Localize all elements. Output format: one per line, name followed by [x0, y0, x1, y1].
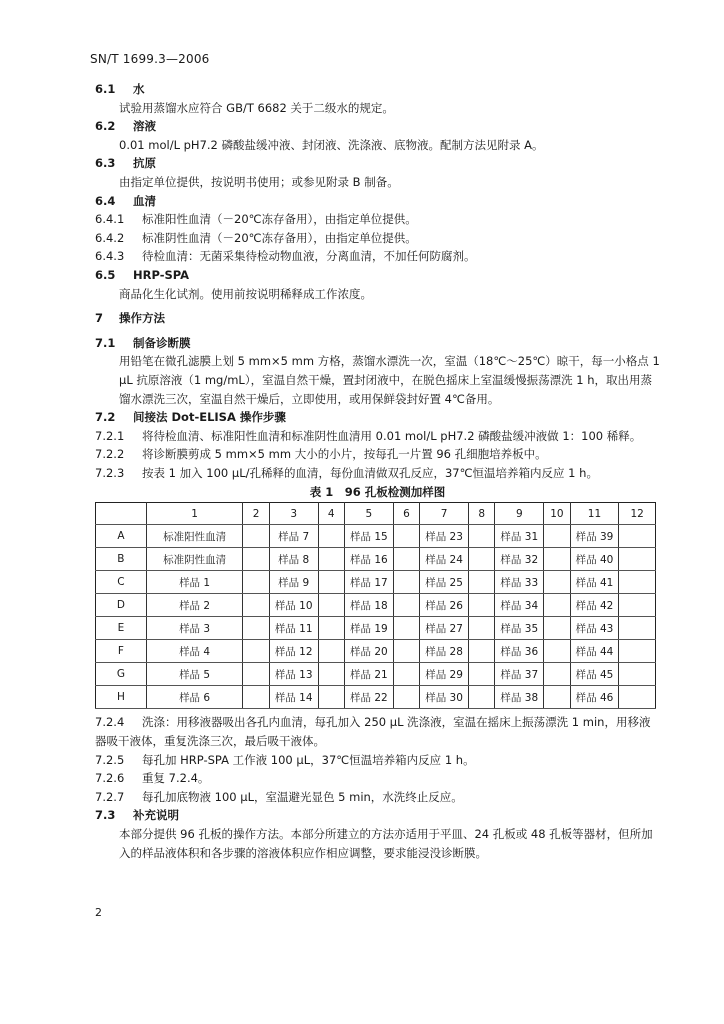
table-cell: 样品 3 [146, 617, 243, 640]
table-cell [468, 663, 494, 686]
table-row [96, 686, 656, 709]
table-cell: 样品 22 [344, 686, 393, 709]
table-cell [393, 548, 419, 571]
table-cell [619, 686, 656, 709]
table-cell: 样品 29 [420, 663, 469, 686]
table-cell [393, 571, 419, 594]
subsection-text: 将待检血清、标准阳性血清和标准阴性血清用 0.01 mol/L pH7.2 磷酸盐缓冲液做 1：100 稀释。 [142, 428, 642, 443]
table-cell: 样品 41 [570, 571, 619, 594]
table-cell: 样品 23 [420, 525, 469, 548]
table-cell: 标准阳性血清 [146, 525, 243, 548]
table-cell: 样品 7 [269, 525, 318, 548]
table-cell: 样品 6 [146, 686, 243, 709]
subsection-text: 待检血清：无菌采集待检动物血液，分离血清，不加任何防腐剂。 [142, 249, 476, 264]
section-number: 6.4 [95, 193, 116, 208]
table-cell: 样品 28 [420, 640, 469, 663]
subsection-text: 按表 1 加入 100 μL/孔稀释的血清，每份血清做双孔反应，37℃恒温培养箱内反应 1 h。 [142, 465, 598, 480]
table-cell [393, 663, 419, 686]
table-cell: 样品 46 [570, 686, 619, 709]
subsection-item [95, 751, 660, 770]
table-cell: 样品 19 [344, 617, 393, 640]
subsection-text: 洗涤：用移液器吸出各孔内血清，每孔加入 250 μL 洗涤液，室温在摇床上振荡漂洗 1 min，用移液器吸干液体，重复洗涤三次，最后吸干液体。 [95, 715, 651, 749]
section-number: 7.2.5 [95, 752, 125, 767]
table-cell: 样品 18 [344, 594, 393, 617]
table-cell [468, 548, 494, 571]
table-cell [619, 617, 656, 640]
table-row [96, 594, 656, 617]
table-cell: 样品 36 [495, 640, 544, 663]
subsection-item [95, 247, 660, 266]
subsection-text: 标准阳性血清（－20℃冻存备用），由指定单位提供。 [142, 212, 417, 227]
table-cell [619, 571, 656, 594]
table-cell [393, 594, 419, 617]
column-header: 6 [393, 503, 419, 525]
table-cell: 样品 40 [570, 548, 619, 571]
chapter-number: 7 [95, 311, 104, 326]
table-cell [544, 686, 570, 709]
table-cell: 样品 8 [269, 548, 318, 571]
table-cell: 样品 35 [495, 617, 544, 640]
table-cell [318, 594, 344, 617]
subsection-item [95, 427, 660, 446]
column-header: 11 [570, 503, 619, 525]
table-cell [619, 663, 656, 686]
table-cell: 样品 1 [146, 571, 243, 594]
section-number: 7.2.3 [95, 465, 125, 480]
column-header: 4 [318, 503, 344, 525]
paragraph: 由指定单位提供，按说明书使用；或参见附录 B 制备。 [119, 174, 399, 189]
subsection-item [95, 229, 660, 248]
table-cell: 样品 9 [269, 571, 318, 594]
table-cell [619, 548, 656, 571]
row-label: B [96, 548, 147, 571]
table-row [96, 640, 656, 663]
table-cell [393, 525, 419, 548]
section-number: 6.3 [95, 156, 116, 171]
page-number: 2 [95, 906, 102, 919]
table-cell [544, 617, 570, 640]
row-label: A [96, 525, 147, 548]
table-cell: 样品 38 [495, 686, 544, 709]
table-cell: 样品 15 [344, 525, 393, 548]
table-cell [619, 525, 656, 548]
table-cell [243, 525, 269, 548]
table-cell [318, 548, 344, 571]
table-cell: 样品 26 [420, 594, 469, 617]
document-header: SN/T 1699.3—2006 [90, 52, 210, 66]
row-label: F [96, 640, 147, 663]
table-cell: 样品 30 [420, 686, 469, 709]
table-cell: 样品 5 [146, 663, 243, 686]
section-number: 7.2.4 [95, 715, 125, 730]
column-header: 10 [544, 503, 570, 525]
table-cell [243, 663, 269, 686]
section-number: 7.2.7 [95, 789, 125, 804]
section-heading [95, 266, 660, 285]
section-number: 6.4.1 [95, 212, 125, 227]
column-header: 7 [420, 503, 469, 525]
subsection-item [95, 464, 660, 483]
table-cell [544, 594, 570, 617]
section-title: 水 [133, 82, 145, 96]
table-row [96, 525, 656, 548]
table-cell [243, 640, 269, 663]
paragraph: 试验用蒸馏水应符合 GB/T 6682 关于二级水的规定。 [119, 100, 394, 115]
table-cell [619, 640, 656, 663]
section-heading [95, 192, 660, 211]
table-cell: 样品 24 [420, 548, 469, 571]
table-cell [243, 571, 269, 594]
section-title: HRP-SPA [133, 267, 190, 282]
section-number: 7.2.6 [95, 771, 125, 786]
table-cell: 样品 14 [269, 686, 318, 709]
table-cell [243, 594, 269, 617]
table-cell [318, 663, 344, 686]
section-title: 抗原 [133, 156, 156, 171]
paragraph: 商品化生化试剂。使用前按说明稀释成工作浓度。 [119, 286, 372, 301]
table-cell [318, 617, 344, 640]
subsection-item [95, 210, 660, 229]
column-header: 5 [344, 503, 393, 525]
section-title: 间接法 Dot-ELISA 操作步骤 [133, 410, 286, 425]
row-label: E [96, 617, 147, 640]
table-cell: 样品 16 [344, 548, 393, 571]
chapter-heading [95, 309, 660, 328]
table-cell [393, 686, 419, 709]
table-cell [243, 617, 269, 640]
section-title: 血清 [133, 193, 156, 208]
table-row [96, 571, 656, 594]
row-label: C [96, 571, 147, 594]
section-heading [95, 154, 660, 173]
row-label: G [96, 663, 147, 686]
column-header: 8 [468, 503, 494, 525]
table-cell [544, 525, 570, 548]
table-cell: 样品 17 [344, 571, 393, 594]
subsection-text: 每孔加 HRP-SPA 工作液 100 μL，37℃恒温培养箱内反应 1 h。 [142, 752, 475, 767]
plate-layout-table [95, 502, 656, 709]
table-cell [393, 640, 419, 663]
table-cell: 样品 39 [570, 525, 619, 548]
section-number: 7.1 [95, 335, 116, 350]
section-number: 6.4.2 [95, 230, 125, 245]
section-title: 溶液 [133, 119, 156, 134]
table-row [96, 617, 656, 640]
column-header: 9 [495, 503, 544, 525]
table-cell [318, 571, 344, 594]
table-cell: 标准阴性血清 [146, 548, 243, 571]
table-cell: 样品 31 [495, 525, 544, 548]
table-cell [544, 571, 570, 594]
table-cell: 样品 45 [570, 663, 619, 686]
chapter-title: 操作方法 [119, 311, 165, 326]
table-cell: 样品 25 [420, 571, 469, 594]
subsection-text: 将诊断膜剪成 5 mm×5 mm 大小的小片，按每孔一片置 96 孔细胞培养板中。 [142, 447, 547, 462]
column-header [96, 503, 147, 525]
table-cell [468, 571, 494, 594]
table-cell: 样品 32 [495, 548, 544, 571]
table-cell [243, 548, 269, 571]
section-heading [95, 117, 660, 136]
document-body [95, 80, 660, 862]
table-cell: 样品 13 [269, 663, 318, 686]
table-cell: 样品 4 [146, 640, 243, 663]
subsection-text: 标准阴性血清（－20℃冻存备用），由指定单位提供。 [142, 230, 417, 245]
table-cell: 样品 10 [269, 594, 318, 617]
table-cell [619, 594, 656, 617]
table-cell [468, 525, 494, 548]
section-heading [95, 80, 660, 99]
table-cell: 样品 11 [269, 617, 318, 640]
table-cell [318, 686, 344, 709]
section-title: 制备诊断膜 [133, 335, 191, 350]
table-cell: 样品 33 [495, 571, 544, 594]
subsection-item [95, 445, 660, 464]
table-cell [544, 663, 570, 686]
table-cell: 样品 42 [570, 594, 619, 617]
column-header: 12 [619, 503, 656, 525]
section-heading [95, 408, 660, 427]
row-label: D [96, 594, 147, 617]
table-row [96, 548, 656, 571]
table-cell: 样品 37 [495, 663, 544, 686]
section-number: 6.5 [95, 267, 116, 282]
section-number: 6.4.3 [95, 249, 125, 264]
section-number: 7.2 [95, 410, 116, 425]
table-caption: 表 1 96 孔板检测加样图 [309, 485, 446, 500]
table-cell: 样品 21 [344, 663, 393, 686]
paragraph: 本部分提供 96 孔板的操作方法。本部分所建立的方法亦适用于平皿、24 孔板或 48 孔板等器材，但所加入的样品液体积和各步骤的溶液体积应作相应调整，要求能浸没诊断膜。 [119, 827, 653, 860]
column-header: 3 [269, 503, 318, 525]
table-cell [544, 640, 570, 663]
section-title: 补充说明 [133, 808, 179, 823]
table-cell: 样品 43 [570, 617, 619, 640]
table-cell [468, 594, 494, 617]
table-cell [243, 686, 269, 709]
table-cell [468, 686, 494, 709]
table-row [96, 663, 656, 686]
column-header: 2 [243, 503, 269, 525]
section-number: 6.1 [95, 82, 116, 96]
column-header: 1 [146, 503, 243, 525]
paragraph: 用铅笔在微孔滤膜上划 5 mm×5 mm 方格，蒸馏水漂洗一次，室温（18℃～25℃）晾干，每一小格点 1 μL 抗原溶液（1 mg/mL），室温自然干燥，置封闭液中，在脱色摇床上室温缓慢振荡漂洗 1 h，取出用蒸馏水漂洗三次，室温自然干燥后，立即使用，或用保鲜袋封好置 4℃备用。 [119, 354, 660, 406]
subsection-item [95, 788, 660, 807]
row-label: H [96, 686, 147, 709]
table-cell [318, 525, 344, 548]
subsection-text: 每孔加底物液 100 μL，室温避光显色 5 min，水洗终止反应。 [142, 789, 463, 804]
table-cell [318, 640, 344, 663]
table-cell [544, 548, 570, 571]
table-cell: 样品 44 [570, 640, 619, 663]
section-number: 7.3 [95, 808, 116, 823]
table-cell [468, 640, 494, 663]
table-cell: 样品 20 [344, 640, 393, 663]
table-cell: 样品 2 [146, 594, 243, 617]
table-cell [393, 617, 419, 640]
section-number: 6.2 [95, 119, 116, 134]
section-heading [95, 334, 660, 353]
table-cell: 样品 34 [495, 594, 544, 617]
table-header-row [96, 503, 656, 525]
table-cell [468, 617, 494, 640]
section-number: 7.2.1 [95, 428, 125, 443]
subsection-item [95, 769, 660, 788]
table-cell: 样品 27 [420, 617, 469, 640]
subsection-text: 重复 7.2.4。 [142, 771, 210, 786]
subsection-item [95, 713, 660, 750]
paragraph: 0.01 mol/L pH7.2 磷酸盐缓冲液、封闭液、洗涤液、底物液。配制方法见附录 A。 [119, 137, 544, 152]
section-heading [95, 806, 660, 825]
table-cell: 样品 12 [269, 640, 318, 663]
section-number: 7.2.2 [95, 447, 125, 462]
